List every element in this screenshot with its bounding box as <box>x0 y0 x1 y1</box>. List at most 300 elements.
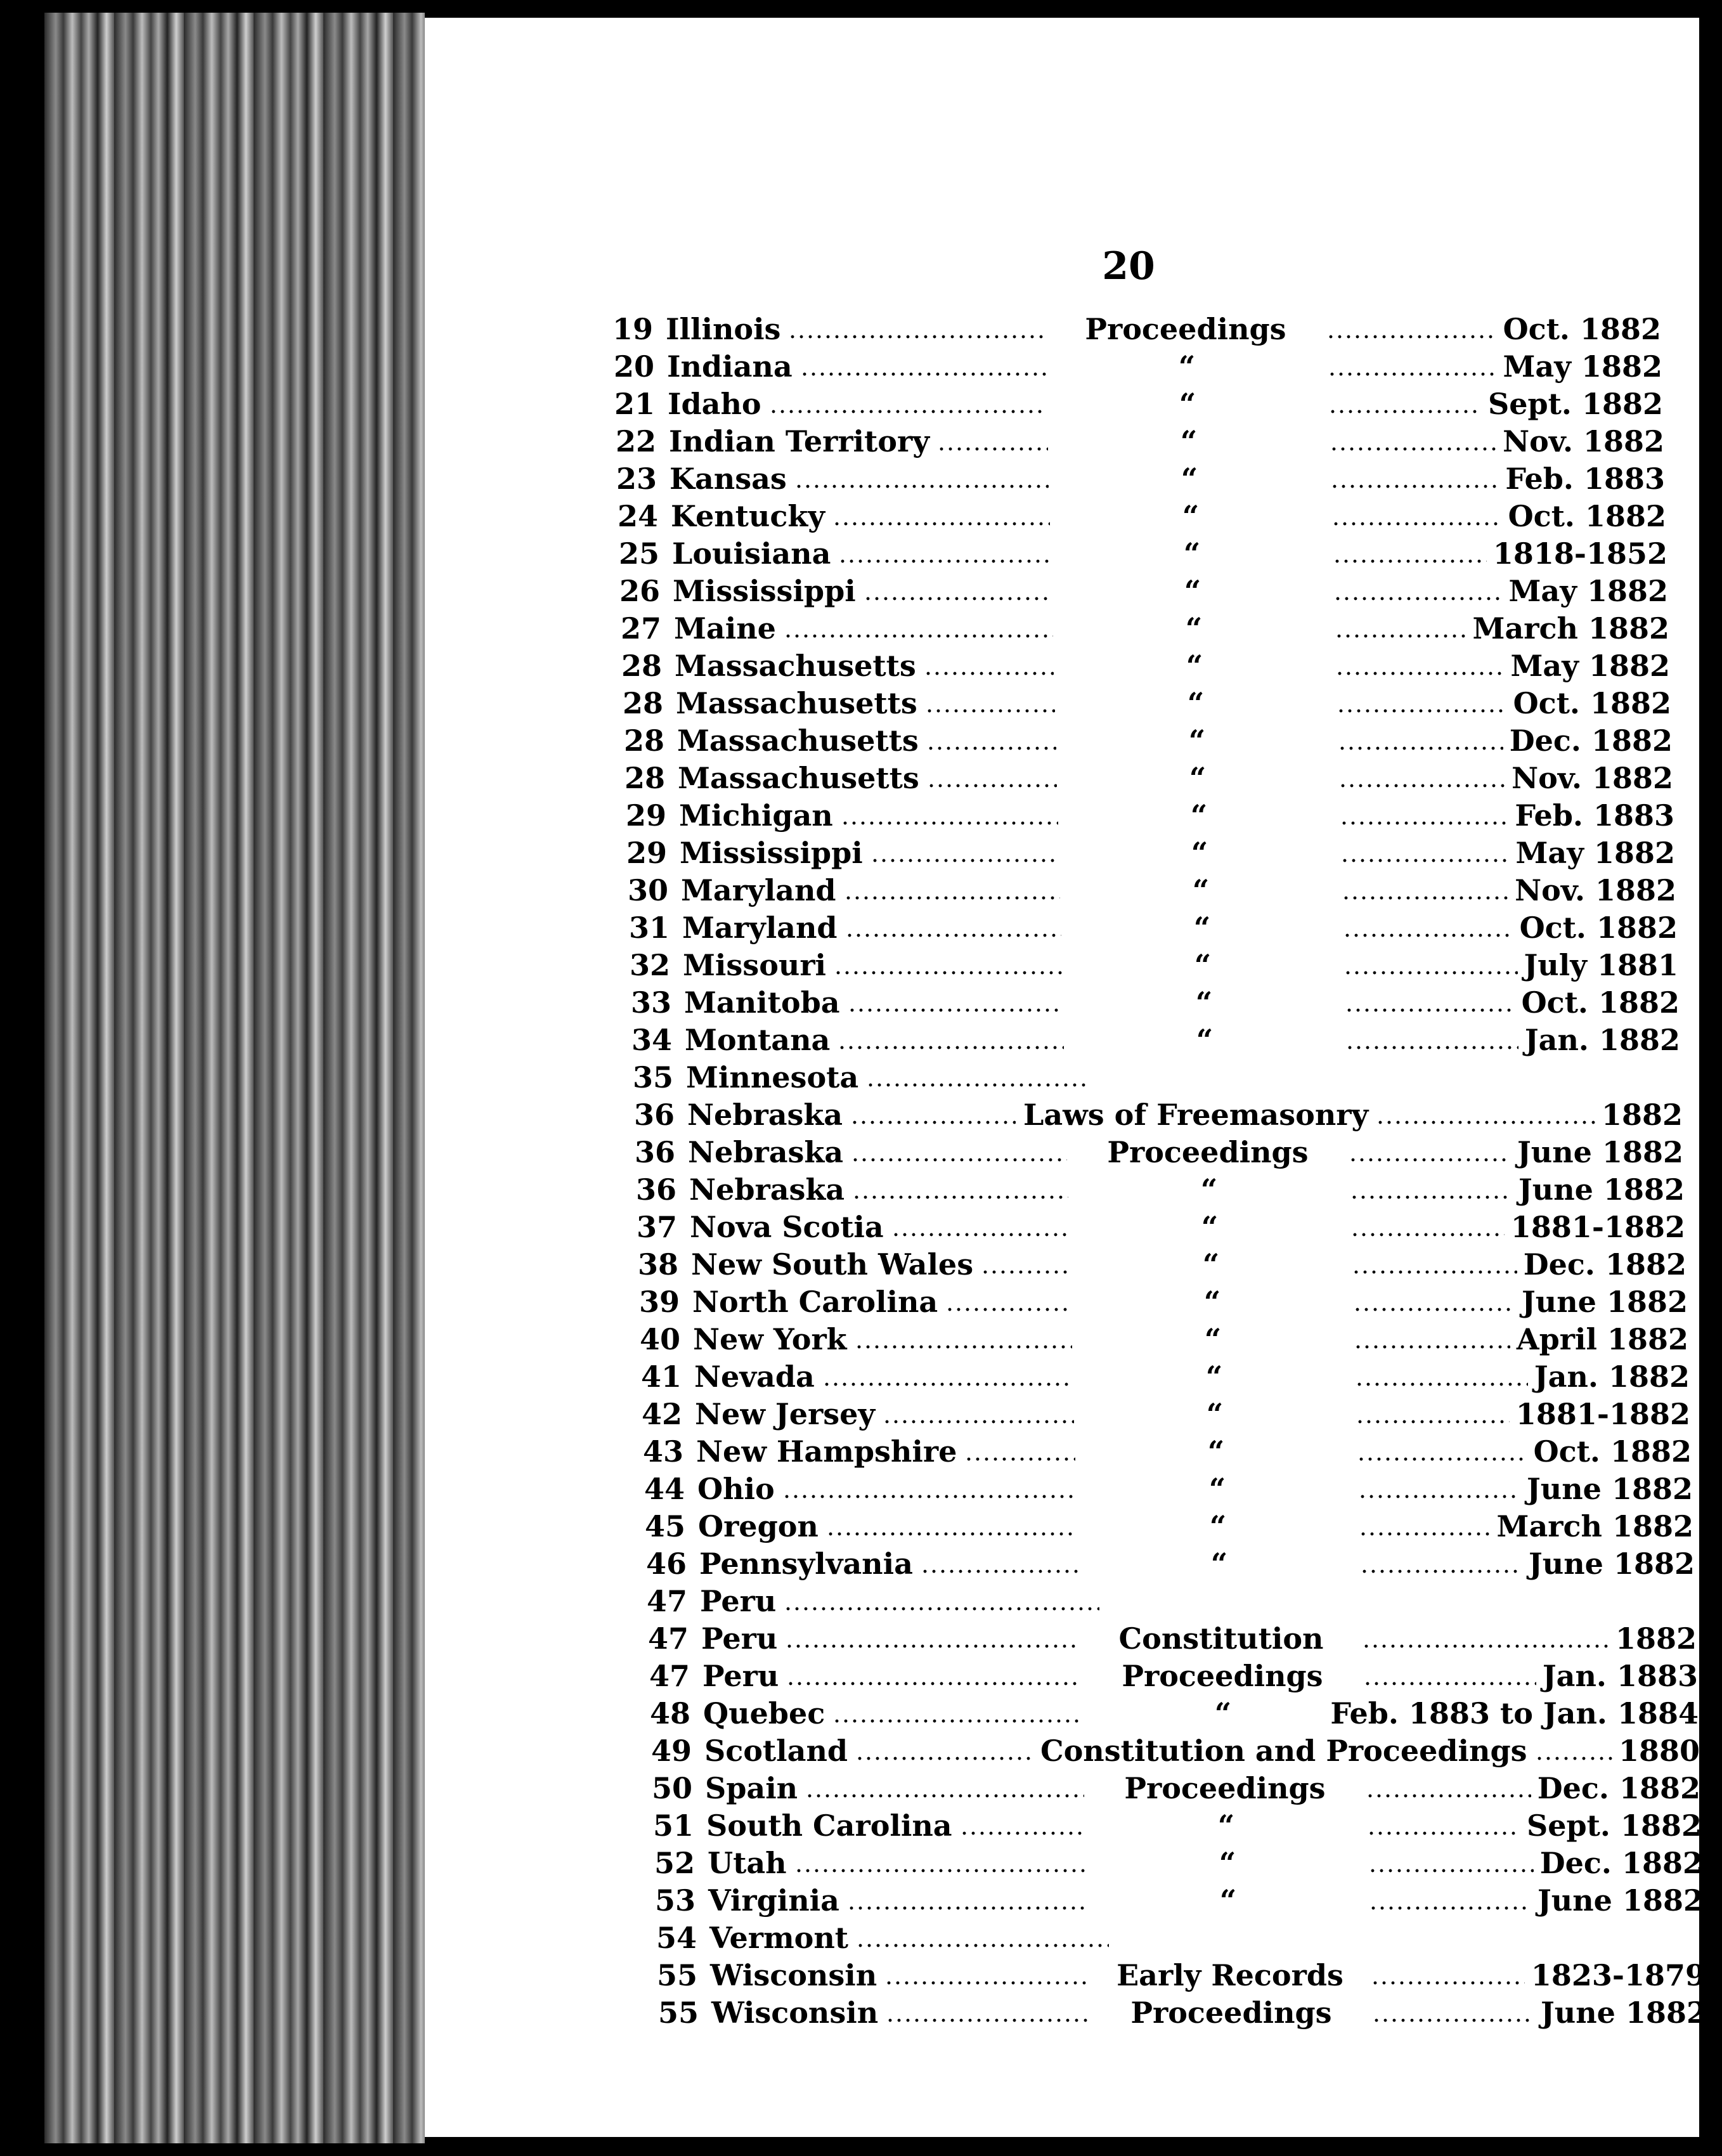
entry-document: “ <box>1214 1696 1232 1731</box>
entry-document: “ <box>1206 1397 1224 1431</box>
entry-document: “ <box>1201 1210 1219 1244</box>
dot-leader <box>1371 1981 1525 1985</box>
dot-leader <box>866 1083 1085 1087</box>
dot-leader <box>1372 2018 1534 2022</box>
dot-leader <box>834 971 1062 975</box>
entry-document: “ <box>1193 911 1211 945</box>
list-item <box>623 834 1675 871</box>
entry-jurisdiction: Quebec <box>703 1696 825 1731</box>
entry-jurisdiction: Nebraska <box>689 1172 845 1207</box>
dot-leader <box>1358 1495 1520 1498</box>
dot-leader <box>788 335 1045 339</box>
dot-leader <box>1360 1569 1522 1573</box>
list-item <box>653 1957 1706 1994</box>
dot-leader <box>886 2018 1091 2022</box>
entry-document: Proceedings <box>1122 1659 1323 1693</box>
entry-jurisdiction: Peru <box>702 1659 779 1693</box>
dot-leader <box>786 1682 1082 1685</box>
entry-document: “ <box>1219 1846 1236 1880</box>
entry-document: “ <box>1194 948 1212 982</box>
dot-leader <box>1350 1233 1505 1237</box>
entry-jurisdiction: New Jersey <box>695 1397 876 1431</box>
entry-date: June 1882 <box>1541 1996 1707 2030</box>
dot-leader <box>1345 1046 1518 1049</box>
list-item <box>611 386 1663 422</box>
dot-leader <box>832 522 1050 526</box>
entry-date: Oct. 1882 <box>1533 1434 1692 1469</box>
entry-jurisdiction: Massachusetts <box>676 686 917 720</box>
dot-leader <box>1354 1345 1510 1349</box>
entry-date: May 1882 <box>1508 574 1668 608</box>
dot-leader <box>864 597 1052 601</box>
entry-jurisdiction: Utah <box>708 1846 787 1880</box>
entry-number: 36 <box>635 1172 676 1207</box>
entry-jurisdiction: Pennsylvania <box>699 1547 913 1581</box>
dot-leader <box>884 1981 1089 1985</box>
entry-jurisdiction: Indian Territory <box>669 424 929 458</box>
entry-jurisdiction: Wisconsin <box>711 1996 879 2030</box>
list-item <box>618 647 1670 684</box>
list-item <box>609 311 1661 347</box>
dot-leader <box>1333 597 1502 601</box>
entry-number: 29 <box>626 836 667 870</box>
entry-document: “ <box>1207 1434 1225 1469</box>
entry-jurisdiction: Manitoba <box>684 985 840 1020</box>
entry-document: “ <box>1210 1547 1228 1581</box>
dot-leader <box>1368 1869 1534 1873</box>
entry-number: 22 <box>615 424 656 458</box>
entry-date: April 1882 <box>1516 1322 1688 1356</box>
entry-date: June 1882 <box>1527 1472 1693 1506</box>
entry-date: Jan. 1882 <box>1534 1360 1690 1394</box>
dot-leader <box>871 859 1059 862</box>
dot-leader <box>1349 1158 1511 1162</box>
entry-document: “ <box>1189 761 1207 795</box>
dot-leader <box>1333 559 1487 563</box>
dot-leader <box>1350 1195 1512 1199</box>
entry-number: 20 <box>613 349 654 384</box>
list-item <box>628 1022 1680 1058</box>
dot-leader <box>1342 896 1508 900</box>
entry-jurisdiction: Massachusetts <box>677 724 919 758</box>
list-item <box>654 1994 1707 2031</box>
dot-leader <box>1535 1757 1612 1760</box>
entry-jurisdiction: Oregon <box>698 1509 819 1543</box>
dot-leader <box>851 1158 1067 1162</box>
entry-date: 1823-1879 <box>1531 1958 1706 1992</box>
entry-number: 49 <box>651 1734 692 1768</box>
entry-date: Nov. 1882 <box>1503 424 1664 458</box>
entry-date: 1882 <box>1615 1621 1697 1656</box>
entry-jurisdiction: Missouri <box>683 948 827 982</box>
list-item <box>622 797 1674 834</box>
entry-date: Jan. 1883 <box>1542 1659 1698 1693</box>
entry-number: 33 <box>630 985 671 1020</box>
entry-jurisdiction: Massachusetts <box>678 761 919 795</box>
entry-jurisdiction: Maryland <box>681 873 836 907</box>
list-item <box>649 1807 1702 1844</box>
entry-date: May 1882 <box>1510 649 1670 683</box>
list-item <box>621 760 1673 796</box>
dot-leader <box>855 1757 1033 1760</box>
entry-jurisdiction: Maine <box>674 611 776 646</box>
entry-document: “ <box>1179 387 1196 421</box>
entry-jurisdiction: Mississippi <box>673 574 856 608</box>
dot-leader <box>784 1607 1099 1611</box>
entry-jurisdiction: New Hampshire <box>696 1434 957 1469</box>
entry-date: 1882 <box>1601 1098 1683 1132</box>
dot-leader <box>800 372 1046 376</box>
dot-leader <box>891 1233 1069 1237</box>
dot-leader <box>1359 1532 1491 1536</box>
dot-leader <box>1343 971 1518 975</box>
dot-leader <box>855 1345 1072 1349</box>
dot-leader <box>1326 335 1497 339</box>
entry-document: “ <box>1180 424 1198 458</box>
list-item <box>615 535 1667 572</box>
dot-leader <box>1330 484 1499 488</box>
list-item <box>652 1919 1705 1956</box>
entry-date: Dec. 1882 <box>1509 724 1673 758</box>
entry-date: 1880 <box>1618 1734 1700 1768</box>
entry-jurisdiction: Ohio <box>697 1472 775 1506</box>
dot-leader <box>1338 746 1503 750</box>
entry-document: “ <box>1185 611 1203 646</box>
list-item <box>636 1321 1688 1358</box>
list-item <box>625 909 1678 946</box>
entry-date: June 1882 <box>1522 1285 1688 1319</box>
list-item <box>651 1882 1704 1919</box>
dot-leader <box>926 746 1056 750</box>
list-item <box>614 498 1666 535</box>
entry-document: “ <box>1187 686 1205 720</box>
entry-number: 55 <box>656 1958 697 1992</box>
entry-date: Nov. 1882 <box>1515 873 1676 907</box>
list-item <box>633 1209 1685 1245</box>
entry-number: 46 <box>645 1547 687 1581</box>
dot-leader <box>826 1532 1077 1536</box>
entry-date: June 1882 <box>1529 1547 1695 1581</box>
entry-jurisdiction: Mississippi <box>680 836 863 870</box>
entry-document: “ <box>1188 724 1206 758</box>
entry-number: 28 <box>624 761 665 795</box>
entry-number: 47 <box>646 1584 687 1618</box>
entry-number: 38 <box>637 1247 678 1282</box>
dot-leader <box>852 1195 1068 1199</box>
entry-number: 41 <box>640 1360 682 1394</box>
page-number: 20 <box>1102 244 1155 289</box>
dot-leader <box>1340 821 1508 825</box>
list-item <box>620 722 1673 759</box>
entry-number: 45 <box>644 1509 685 1543</box>
list-item <box>635 1283 1688 1320</box>
entry-document: “ <box>1204 1322 1222 1356</box>
list-item <box>627 984 1680 1021</box>
entry-document: “ <box>1186 649 1203 683</box>
entry-jurisdiction: Kentucky <box>671 499 825 533</box>
entry-number: 32 <box>629 948 670 982</box>
entry-jurisdiction: Kansas <box>670 462 787 496</box>
list-item <box>651 1845 1703 1881</box>
entry-date: Oct. 1882 <box>1521 985 1680 1020</box>
dot-leader <box>1338 784 1505 788</box>
dot-leader <box>782 1495 1077 1498</box>
entry-jurisdiction: Scotland <box>704 1734 848 1768</box>
entry-document: “ <box>1192 873 1210 907</box>
dot-leader <box>822 1382 1073 1386</box>
dot-leader <box>785 1644 1080 1648</box>
entry-jurisdiction: Illinois <box>666 312 781 346</box>
entry-date: May 1882 <box>1503 349 1662 384</box>
dot-leader <box>794 1869 1087 1873</box>
list-item <box>610 348 1662 385</box>
dot-leader <box>960 1831 1085 1835</box>
entry-jurisdiction: Nebraska <box>688 1135 844 1169</box>
entry-jurisdiction: South Carolina <box>706 1809 952 1843</box>
dot-leader <box>1352 1270 1517 1274</box>
dot-leader <box>925 709 1055 713</box>
entry-jurisdiction: Minnesota <box>686 1060 859 1094</box>
dot-leader <box>1343 933 1513 937</box>
entry-date: Feb. 1883 to Jan. 1884 <box>1330 1696 1699 1731</box>
entry-date: Nov. 1882 <box>1512 761 1673 795</box>
dot-leader <box>844 896 1060 900</box>
entry-document: “ <box>1209 1509 1227 1543</box>
list-item <box>648 1770 1700 1807</box>
dot-leader <box>1335 634 1466 638</box>
list-item <box>639 1433 1692 1470</box>
list-item <box>612 423 1664 460</box>
entry-document: Constitution <box>1118 1621 1324 1656</box>
entry-document: Proceedings <box>1130 1996 1332 2030</box>
entry-number: 28 <box>623 724 664 758</box>
list-item <box>647 1732 1700 1769</box>
entry-number: 39 <box>638 1285 680 1319</box>
dot-leader <box>1356 1420 1510 1424</box>
list-item <box>643 1583 1695 1620</box>
entry-jurisdiction: Peru <box>700 1584 777 1618</box>
entry-number: 31 <box>628 911 670 945</box>
entry-number: 54 <box>656 1921 697 1955</box>
entry-number: 36 <box>634 1135 675 1169</box>
entry-date: Oct. 1882 <box>1513 686 1671 720</box>
dot-leader <box>937 447 1048 451</box>
dot-leader <box>1345 1008 1515 1012</box>
dot-leader <box>924 672 1054 675</box>
entry-number: 23 <box>616 462 657 496</box>
entry-jurisdiction: Vermont <box>709 1921 849 1955</box>
entry-number: 50 <box>651 1771 692 1805</box>
entry-date: Dec. 1882 <box>1523 1247 1686 1282</box>
entry-date: Feb. 1883 <box>1505 462 1665 496</box>
entry-jurisdiction: Peru <box>701 1621 778 1656</box>
entry-number: 24 <box>617 499 658 533</box>
entry-date: Oct. 1882 <box>1508 499 1666 533</box>
entry-jurisdiction: New York <box>693 1322 847 1356</box>
dot-leader <box>1376 1120 1595 1124</box>
list-item <box>617 610 1669 647</box>
entry-jurisdiction: Michigan <box>679 798 833 833</box>
entry-number: 40 <box>639 1322 680 1356</box>
entry-jurisdiction: Spain <box>705 1771 798 1805</box>
list-item <box>644 1620 1697 1657</box>
entry-date: Oct. 1882 <box>1503 312 1661 346</box>
entry-date: Sept. 1882 <box>1527 1809 1702 1843</box>
list-item <box>629 1059 1681 1096</box>
entry-number: 21 <box>614 387 655 421</box>
entry-number: 34 <box>631 1023 672 1057</box>
list-item <box>626 947 1678 984</box>
entry-jurisdiction: Nevada <box>694 1360 815 1394</box>
entry-document: “ <box>1178 349 1196 384</box>
entry-document: Constitution and Proceedings <box>1040 1734 1527 1768</box>
entry-date: Jan. 1882 <box>1524 1023 1680 1057</box>
list-item <box>616 573 1668 609</box>
list-item <box>640 1471 1693 1507</box>
entry-document: “ <box>1205 1360 1223 1394</box>
dot-leader <box>945 1308 1071 1311</box>
entry-jurisdiction: Louisiana <box>672 536 831 571</box>
entry-number: 36 <box>633 1098 675 1132</box>
entry-jurisdiction: Nebraska <box>687 1098 843 1132</box>
dot-leader <box>1363 1682 1536 1685</box>
dot-leader <box>784 634 1053 638</box>
list-item <box>641 1508 1693 1545</box>
entry-date: March 1882 <box>1496 1509 1693 1543</box>
entry-jurisdiction: Massachusetts <box>675 649 916 683</box>
entry-document: “ <box>1196 1023 1214 1057</box>
entry-date: May 1882 <box>1515 836 1675 870</box>
list-item <box>624 872 1676 909</box>
entry-number: 29 <box>625 798 666 833</box>
dot-leader <box>927 784 1057 788</box>
dot-leader <box>1367 1831 1520 1835</box>
entry-date: June 1882 <box>1517 1135 1683 1169</box>
entry-number: 47 <box>649 1659 690 1693</box>
entry-number: 44 <box>644 1472 685 1506</box>
entry-number: 30 <box>627 873 668 907</box>
entry-document: “ <box>1195 985 1213 1020</box>
entry-document: “ <box>1202 1247 1220 1282</box>
entry-date: Oct. 1882 <box>1519 911 1678 945</box>
list-item <box>632 1171 1685 1208</box>
entry-number: 51 <box>652 1809 694 1843</box>
entry-number: 55 <box>657 1996 699 2030</box>
entry-number: 28 <box>621 649 662 683</box>
dot-leader <box>1335 672 1504 675</box>
list-item <box>638 1396 1690 1432</box>
entry-jurisdiction: Wisconsin <box>710 1958 877 1992</box>
dot-leader <box>1353 1308 1515 1311</box>
list-item <box>646 1695 1699 1732</box>
dot-leader <box>1331 522 1502 526</box>
entry-date: June 1882 <box>1518 1172 1685 1207</box>
entry-document: “ <box>1219 1883 1237 1918</box>
dot-leader <box>769 410 1047 413</box>
entry-number: 43 <box>642 1434 683 1469</box>
dot-leader <box>1328 372 1496 376</box>
entry-date: 1881-1882 <box>1515 1397 1690 1431</box>
entry-number: 52 <box>654 1846 695 1880</box>
entry-date: Dec. 1882 <box>1537 1771 1700 1805</box>
entry-jurisdiction: Nova Scotia <box>690 1210 884 1244</box>
entry-jurisdiction: Maryland <box>682 911 838 945</box>
dot-leader <box>1355 1382 1528 1386</box>
dot-leader <box>838 1046 1064 1049</box>
entry-document: “ <box>1184 574 1201 608</box>
entry-document: “ <box>1208 1472 1226 1506</box>
entry-document: Proceedings <box>1085 312 1286 346</box>
dot-leader <box>1328 410 1482 413</box>
list-item <box>645 1658 1698 1694</box>
entry-date: March 1882 <box>1472 611 1669 646</box>
entry-jurisdiction: North Carolina <box>692 1285 938 1319</box>
entry-document: “ <box>1200 1172 1218 1207</box>
entry-jurisdiction: Virginia <box>708 1883 839 1918</box>
dot-leader <box>1362 1644 1609 1648</box>
dot-leader <box>1330 447 1496 451</box>
entry-date: July 1881 <box>1524 948 1678 982</box>
entry-number: 47 <box>647 1621 689 1656</box>
dot-leader <box>841 821 1058 825</box>
entry-number: 19 <box>612 312 653 346</box>
dot-leader <box>964 1457 1075 1461</box>
dot-leader <box>856 1944 1109 1947</box>
list-item <box>612 460 1665 497</box>
entry-document: Laws of Freemasonry <box>1023 1098 1369 1132</box>
entry-jurisdiction: Indiana <box>667 349 793 384</box>
dot-leader <box>1369 1906 1531 1910</box>
dot-leader <box>1366 1794 1531 1798</box>
entry-date: 1881-1882 <box>1510 1210 1685 1244</box>
dot-leader <box>845 933 1061 937</box>
entry-number: 25 <box>618 536 659 571</box>
list-item <box>637 1358 1690 1395</box>
list-item <box>642 1545 1695 1582</box>
list-item <box>631 1134 1683 1171</box>
list-item <box>634 1246 1686 1283</box>
entry-document: “ <box>1203 1285 1221 1319</box>
dot-leader <box>805 1794 1084 1798</box>
entry-number: 35 <box>632 1060 673 1094</box>
entry-document: “ <box>1191 836 1208 870</box>
entry-number: 37 <box>636 1210 677 1244</box>
entry-date: June 1882 <box>1538 1883 1704 1918</box>
entry-number: 26 <box>619 574 660 608</box>
entry-number: 28 <box>622 686 663 720</box>
entry-jurisdiction: Idaho <box>668 387 761 421</box>
entry-date: Sept. 1882 <box>1488 387 1663 421</box>
entry-date: Feb. 1883 <box>1515 798 1674 833</box>
entry-document: Proceedings <box>1107 1135 1309 1169</box>
list-item <box>630 1096 1683 1133</box>
dot-leader <box>1340 859 1509 862</box>
dot-leader <box>981 1270 1070 1274</box>
entry-date: Dec. 1882 <box>1539 1846 1703 1880</box>
dot-leader <box>847 1906 1087 1910</box>
entry-document: “ <box>1217 1809 1235 1843</box>
entry-document: “ <box>1182 499 1200 533</box>
entry-jurisdiction: New South Wales <box>691 1247 974 1282</box>
dot-leader <box>848 1008 1063 1012</box>
dot-leader <box>883 1420 1074 1424</box>
dot-leader <box>850 1120 1016 1124</box>
entry-document: “ <box>1181 462 1198 496</box>
entry-document: Early Records <box>1117 1958 1343 1992</box>
dot-leader <box>838 559 1051 563</box>
entry-number: 53 <box>654 1883 696 1918</box>
dot-leader <box>1337 709 1507 713</box>
